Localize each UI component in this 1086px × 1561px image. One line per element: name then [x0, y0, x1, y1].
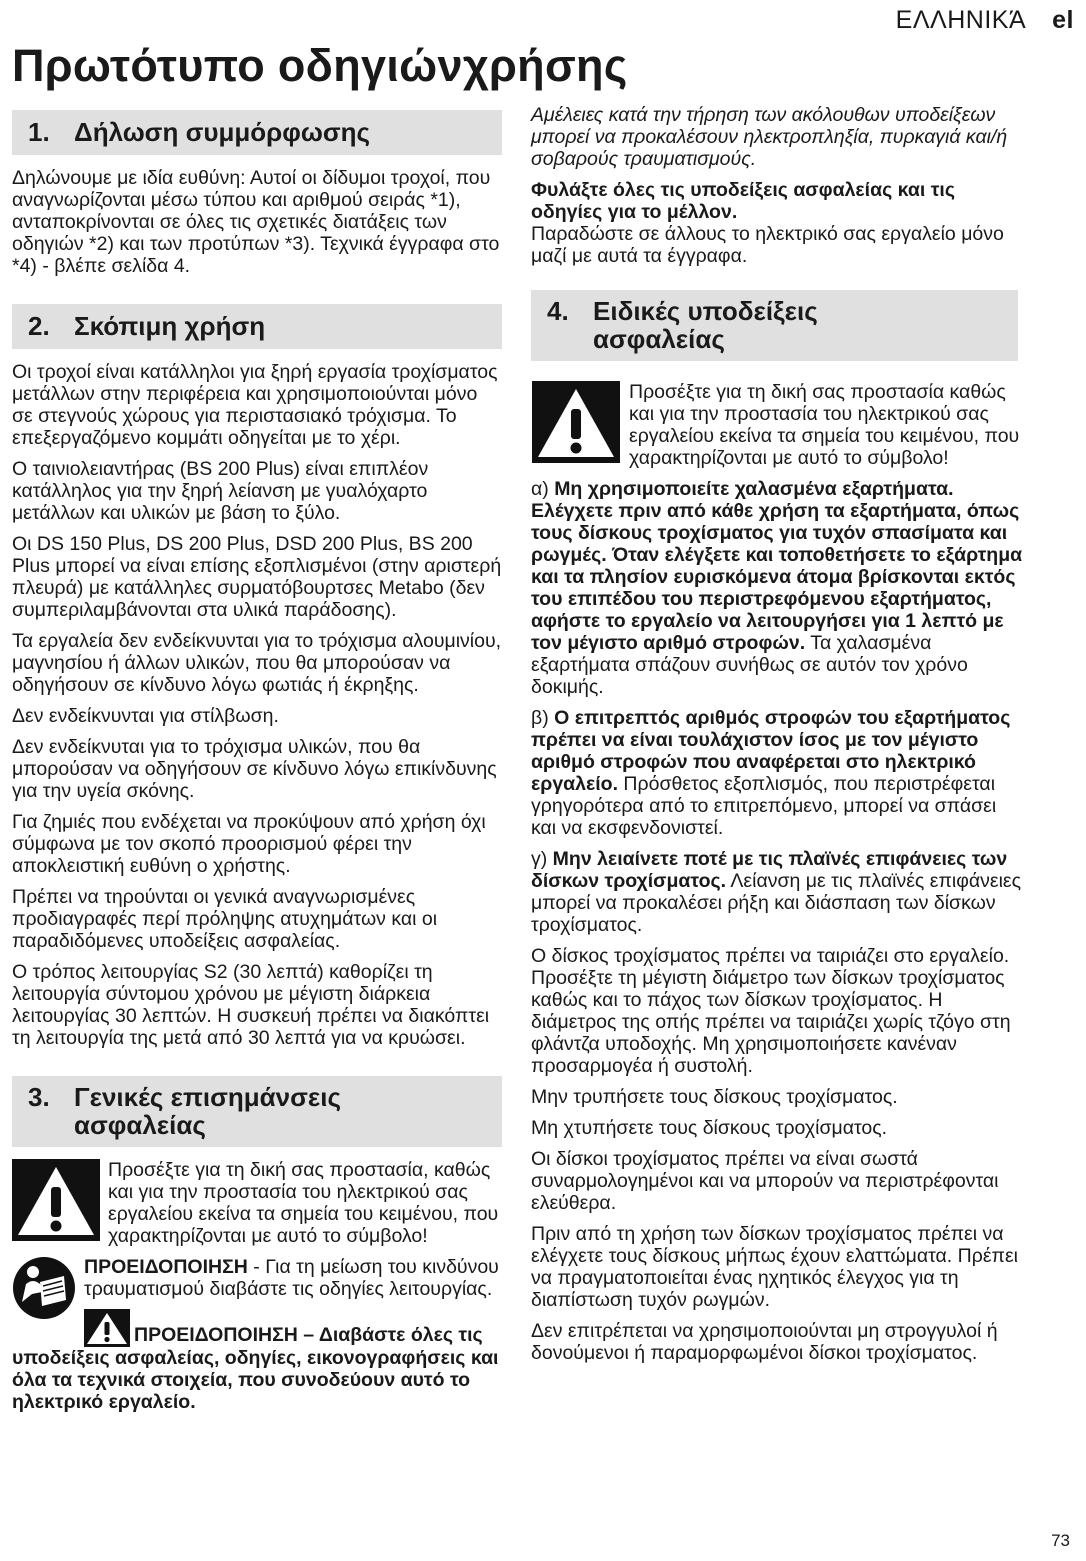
section-4-para-4: Οι δίσκοι τροχίσματος πρέπει να είναι σωστά συναρμολογημένοι και να μπορούν να περιστρέφονται ελεύθερα. [531, 1148, 999, 1214]
section-3-warning-2-italic: Αμέλειες κατά την τήρηση των ακόλουθων υποδείξεων μπορεί να προκαλέσουν ηλεκτροπληξία, πυρκαγιά και/ή σοβαρούς τραυματισμούς. [531, 104, 1008, 170]
section-4-item-c: γ) Μην λειαίνετε ποτέ με τις πλαϊνές επιφάνειες των δίσκων τροχίσματος. Λείανση με τις πλαϊνές επιφάνειες μπορεί να προκαλέσει ρήξη και διάσπαση των δίσκων τροχίσματος. [531, 848, 1022, 936]
section-2-para-5: Δεν ενδείκνυνται για στίλβωση. [12, 705, 279, 727]
section-2-heading: 2. Σκόπιμη χρήση [12, 304, 502, 349]
read-manual-icon [12, 1256, 76, 1320]
section-4-heading: 4. Ειδικές υποδείξεις ασφαλείας [531, 290, 1018, 361]
section-3-keep-instructions: Φυλάξτε όλες τις υποδείξεις ασφαλείας και τις οδηγίες για το μέλλον. [531, 179, 955, 223]
section-3-attention [12, 1159, 502, 1247]
language-label: ΕΛΛΗΝΙΚΆ [895, 6, 1027, 34]
section-4-item-a: α) Μη χρησιμοποιείτε χαλασμένα εξαρτήματα. Ελέγχετε πριν από κάθε χρήση τα εξαρτήματα, όπως τους δίσκους τροχίσματος για τυχόν σπασίματα και ρωγμές. Όταν ελέγξετε και τοποθετήσετε το εξάρτημα και τα πλησίον ευρισκόμενα άτομα βρίσκονται εκτός του επιπέδου του περιστρεφόμενου εξαρτήματος, αφήστε το εργαλείο να λειτουργήσει για 1 λεπτό με τον μέγιστο αριθμό στροφών. Τα χαλασμένα εξαρτήματα σπάζουν συνήθως σε αυτόν τον χρόνο δοκιμής. [531, 478, 1023, 698]
section-4-para-6: Δεν επιτρέπεται να χρησιμοποιούνται μη στρογγυλοί ή δονούμενοι ή παραμορφωμένοι δίσκοι τροχίσματος. [531, 1320, 998, 1364]
section-4-para-1: Ο δίσκος τροχίσματος πρέπει να ταιριάζει στο εργαλείο. Προσέξτε τη μέγιστη διάμετρο των δίσκων τροχίσματος καθώς και το πάχος των δίσκων τροχίσματος. Η διάμετρος της οπής πρέπει να ταιριάζει χωρίς τζόγο στη φλάντζα υποδοχής. Μη χρησιμοποιήσετε κανέναν προσαρμογέα ή συστολή. [531, 945, 1011, 1077]
section-4-para-3: Μη χτυπήσετε τους δίσκους τροχίσματος. [531, 1117, 888, 1139]
section-4-para-5: Πριν από τη χρήση των δίσκων τροχίσματος πρέπει να ελέγχετε τους δίσκους μήπως έχουν ελαττώματα. Πρέπει να πραγματοποιείται ένας ηχητικός έλεγχος για τη διαπίστωση τυχόν ρωγμών. [531, 1223, 1018, 1311]
section-2-para-9: Ο τρόπος λειτουργίας S2 (30 λεπτά) καθορίζει τη λειτουργία σύντομου χρόνου με μέγιστη διάρκεια λειτουργίας 30 λεπτών. Η συσκευή πρέπει να διακόπτει τη λειτουργία της μετά από 30 λεπτά για να κρυώσει. [12, 961, 490, 1049]
language-header [896, 6, 1074, 35]
section-2-para-4: Τα εργαλεία δεν ενδείκνυνται για το τρόχισμα αλουμινίου, μαγνησίου ή άλλων υλικών, που θα μπορούσαν να οδηγήσουν σε κίνδυνο λόγω φωτιάς ή έκρηξης. [12, 630, 502, 696]
warning-triangle-icon [531, 381, 621, 463]
section-2-para-2: Ο ταινιολειαντήρας (BS 200 Plus) είναι επιπλέον κατάλληλος για την ξηρή λείανση με γυαλόχαρτο μετάλλων και υλικών με βάση το ξύλο. [12, 458, 429, 524]
section-3-attention-text: Προσέξτε για τη δική σας προστασία, καθώς και για την προστασία του ηλεκτρικού σας εργαλείου εκείνα τα σημεία του κειμένου, που χαρακτηρίζονται με αυτό το σύμβολο! [108, 1159, 499, 1247]
page-title: Πρωτότυπο οδηγιώνχρήσης [12, 40, 628, 91]
section-2-para-6: Δεν ενδείκνυται για το τρόχισμα υλικών, που θα μπορούσαν να οδηγήσουν σε κίνδυνο λόγω επικίνδυνης για την υγεία σκόνης. [12, 736, 497, 802]
section-3-heading: 3. Γενικές επισημάνσεις ασφαλείας [12, 1076, 502, 1147]
language-code: el [1052, 6, 1074, 34]
section-1-heading: 1. Δήλωση συμμόρφωσης [12, 110, 502, 155]
warning-triangle-icon [84, 1309, 130, 1347]
section-2-para-3: Οι DS 150 Plus, DS 200 Plus, DSD 200 Plus, BS 200 Plus μπορεί να είναι επίσης εξοπλισμένοι (στην αριστερή πλευρά) με κατάλληλες συρματόβουρτσες Metabo (δεν συμπεριλαμβάνονται στα υλικά παράδοσης). [12, 533, 502, 621]
left-column [12, 110, 502, 1422]
right-column [531, 104, 1024, 1373]
section-1-text: Δηλώνουμε με ιδία ευθύνη: Αυτοί οι δίδυμοι τροχοί, που αναγνωρίζονται μέσω τύπου και αριθμού σειράς *1), ανταποκρίνονται σε όλες τις σχετικές διατάξεις των οδηγιών *2) και των προτύπων *3). Τεχνικά έγγραφα στο *4) - βλέπε σελίδα 4. [12, 167, 500, 277]
section-3-warning-1 [12, 1256, 502, 1300]
section-4-para-2: Μην τρυπήσετε τους δίσκους τροχίσματος. [531, 1086, 898, 1108]
section-2-para-1: Οι τροχοί είναι κατάλληλοι για ξηρή εργασία τροχίσματος μετάλλων στην περιφέρεια και χρησιμοποιούνται μόνο σε στεγνούς χώρους για περιστασιακό τρόχισμα. Το επεξεργαζόμενο κομμάτι οδηγείται με το χέρι. [12, 361, 498, 449]
section-2-para-8: Πρέπει να τηρούνται οι γενικά αναγνωρισμένες προδιαγραφές περί πρόληψης ατυχημάτων και οι παραδιδόμενες υποδείξεις ασφαλείας. [12, 886, 438, 952]
section-3-warning-2-bold: ΠΡΟΕΙΔΟΠΟΙΗΣΗ – Διαβάστε όλες τις υποδείξεις ασφαλείας, οδηγίες, εικονογραφήσεις και όλα τα τεχνικά στοιχεία, που συνοδεύουν αυτό το ηλεκτρικό εργαλείο. [12, 1324, 499, 1413]
section-2-para-7: Για ζημιές που ενδέχεται να προκύψουν από χρήση όχι σύμφωνα με τον σκοπό προορισμού φέρει την αποκλειστική ευθύνη ο χρήστης. [12, 811, 486, 877]
section-3-warning-1-text: ΠΡΟΕΙΔΟΠΟΙΗΣΗ - Για τη μείωση του κινδύνου τραυματισμού διαβάστε τις οδηγίες λειτουργίας. [84, 1256, 499, 1300]
warning-triangle-icon [12, 1159, 100, 1241]
section-4-attention-text: Προσέξτε για τη δική σας προστασία καθώς και για την προστασία του ηλεκτρικού σας εργαλείου εκείνα τα σημεία του κειμένου, που χαρακτηρίζονται με αυτό το σύμβολο! [629, 381, 1020, 469]
section-3-warning-2 [12, 1309, 502, 1413]
section-3-handover: Παραδώστε σε άλλους το ηλεκτρικό σας εργαλείο μόνο μαζί με αυτά τα έγγραφα. [531, 223, 1004, 267]
section-4-item-b: β) Ο επιτρεπτός αριθμός στροφών του εξαρτήματος πρέπει να είναι τουλάχιστον ίσος με τον μέγιστο αριθμό στροφών που αναφέρεται στο ηλεκτρικό εργαλείο. Πρόσθετος εξοπλισμός, που περιστρέφεται γρηγορότερα από το επιτρεπόμενο, μπορεί να σπάσει και να εκσφενδονιστεί. [531, 707, 1011, 839]
section-4-attention [531, 381, 1024, 469]
page-number: 73 [1051, 1531, 1070, 1550]
